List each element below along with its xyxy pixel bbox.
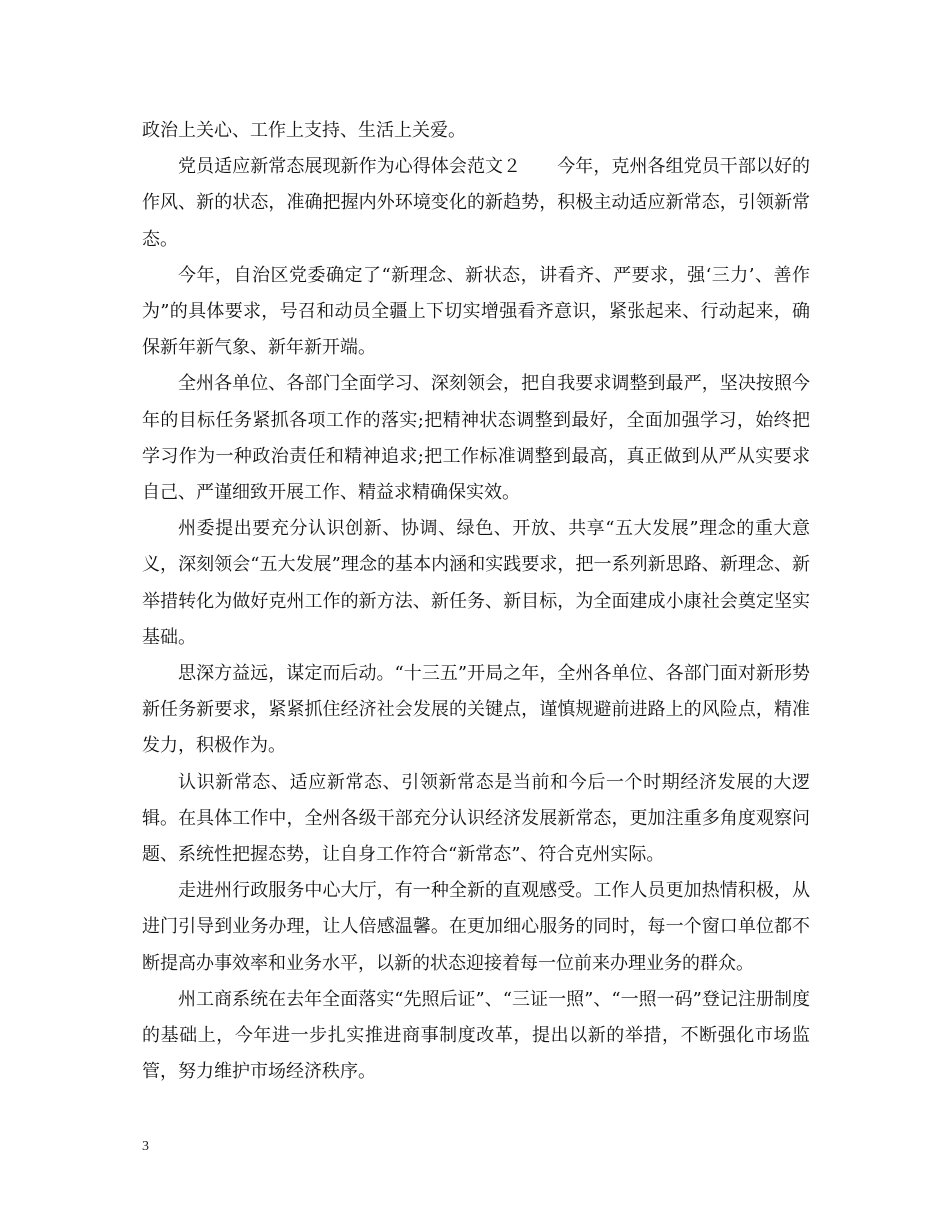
paragraph-essay-title-intro: 党员适应新常态展现新作为心得体会范文２ 今年，克州各组党员干部以好的作风、新的状态，准确把握内外环境变化的新趋势，积极主动适应新常态，引领新常态。	[142, 156, 810, 250]
paragraph-units-study: 全州各单位、各部门全面学习、深刻领会，把自我要求调整到最严，坚决按照今年的目标任务紧抓各项工作的落实;把精神状态调整到最好，全面加强学习，始终把学习作为一种政治责任和精神追求;把工作标准调整到最高，真正做到从严从实要求自己、严谨细致开展工作、精益求精确保实效。	[142, 373, 810, 504]
paragraph-regional-requirements: 今年，自治区党委确定了“新理念、新状态，讲看齐、严要求，强‘三力’、善作为”的具体要求，号召和动员全疆上下切实增强看齐意识，紧张起来、行动起来，确保新年新气象、新年新开端。	[142, 264, 810, 359]
paragraph-service-center: 走进州行政服务中心大厅，有一种全新的直观感受。工作人员更加热情积极，从进门引导到业务办理，让人倍感温馨。在更加细心服务的同时，每一个窗口单位都不断提高办事效率和业务水平，以新的状态迎接着每一位前来办理业务的群众。	[142, 880, 810, 974]
paragraph-continuation: 政治上关心、工作上支持、生活上关爱。	[142, 120, 466, 141]
paragraph-thirteenth-five: 思深方益远，谋定而后动。“十三五”开局之年，全州各单位、各部门面对新形势新任务新要求，紧紧抓住经济社会发展的关键点，谨慎规避前进路上的风险点，精准发力，积极作为。	[142, 663, 810, 757]
paragraph-commerce-reform: 州工商系统在去年全面落实“先照后证”、“三证一照”、“一照一码”登记注册制度的基础上，今年进一步扎实推进商事制度改革，提出以新的举措，不断强化市场监管，努力维护市场经济秩序。	[142, 988, 810, 1083]
document-body	[142, 113, 810, 1090]
paragraph-five-development: 州委提出要充分认识创新、协调、绿色、开放、共享“五大发展”理念的重大意义，深刻领会“五大发展”理念的基本内涵和实践要求，把一系列新思路、新理念、新举措转化为做好克州工作的新方法、新任务、新目标，为全面建成小康社会奠定坚实基础。	[142, 518, 810, 648]
page-number: 3	[142, 1139, 149, 1154]
paragraph-new-normal: 认识新常态、适应新常态、引领新常态是当前和今后一个时期经济发展的大逻辑。在具体工作中，全州各级干部充分认识经济发展新常态，更加注重多角度观察问题、系统性把握态势，让自身工作符合“新常态”、符合克州实际。	[142, 771, 810, 866]
